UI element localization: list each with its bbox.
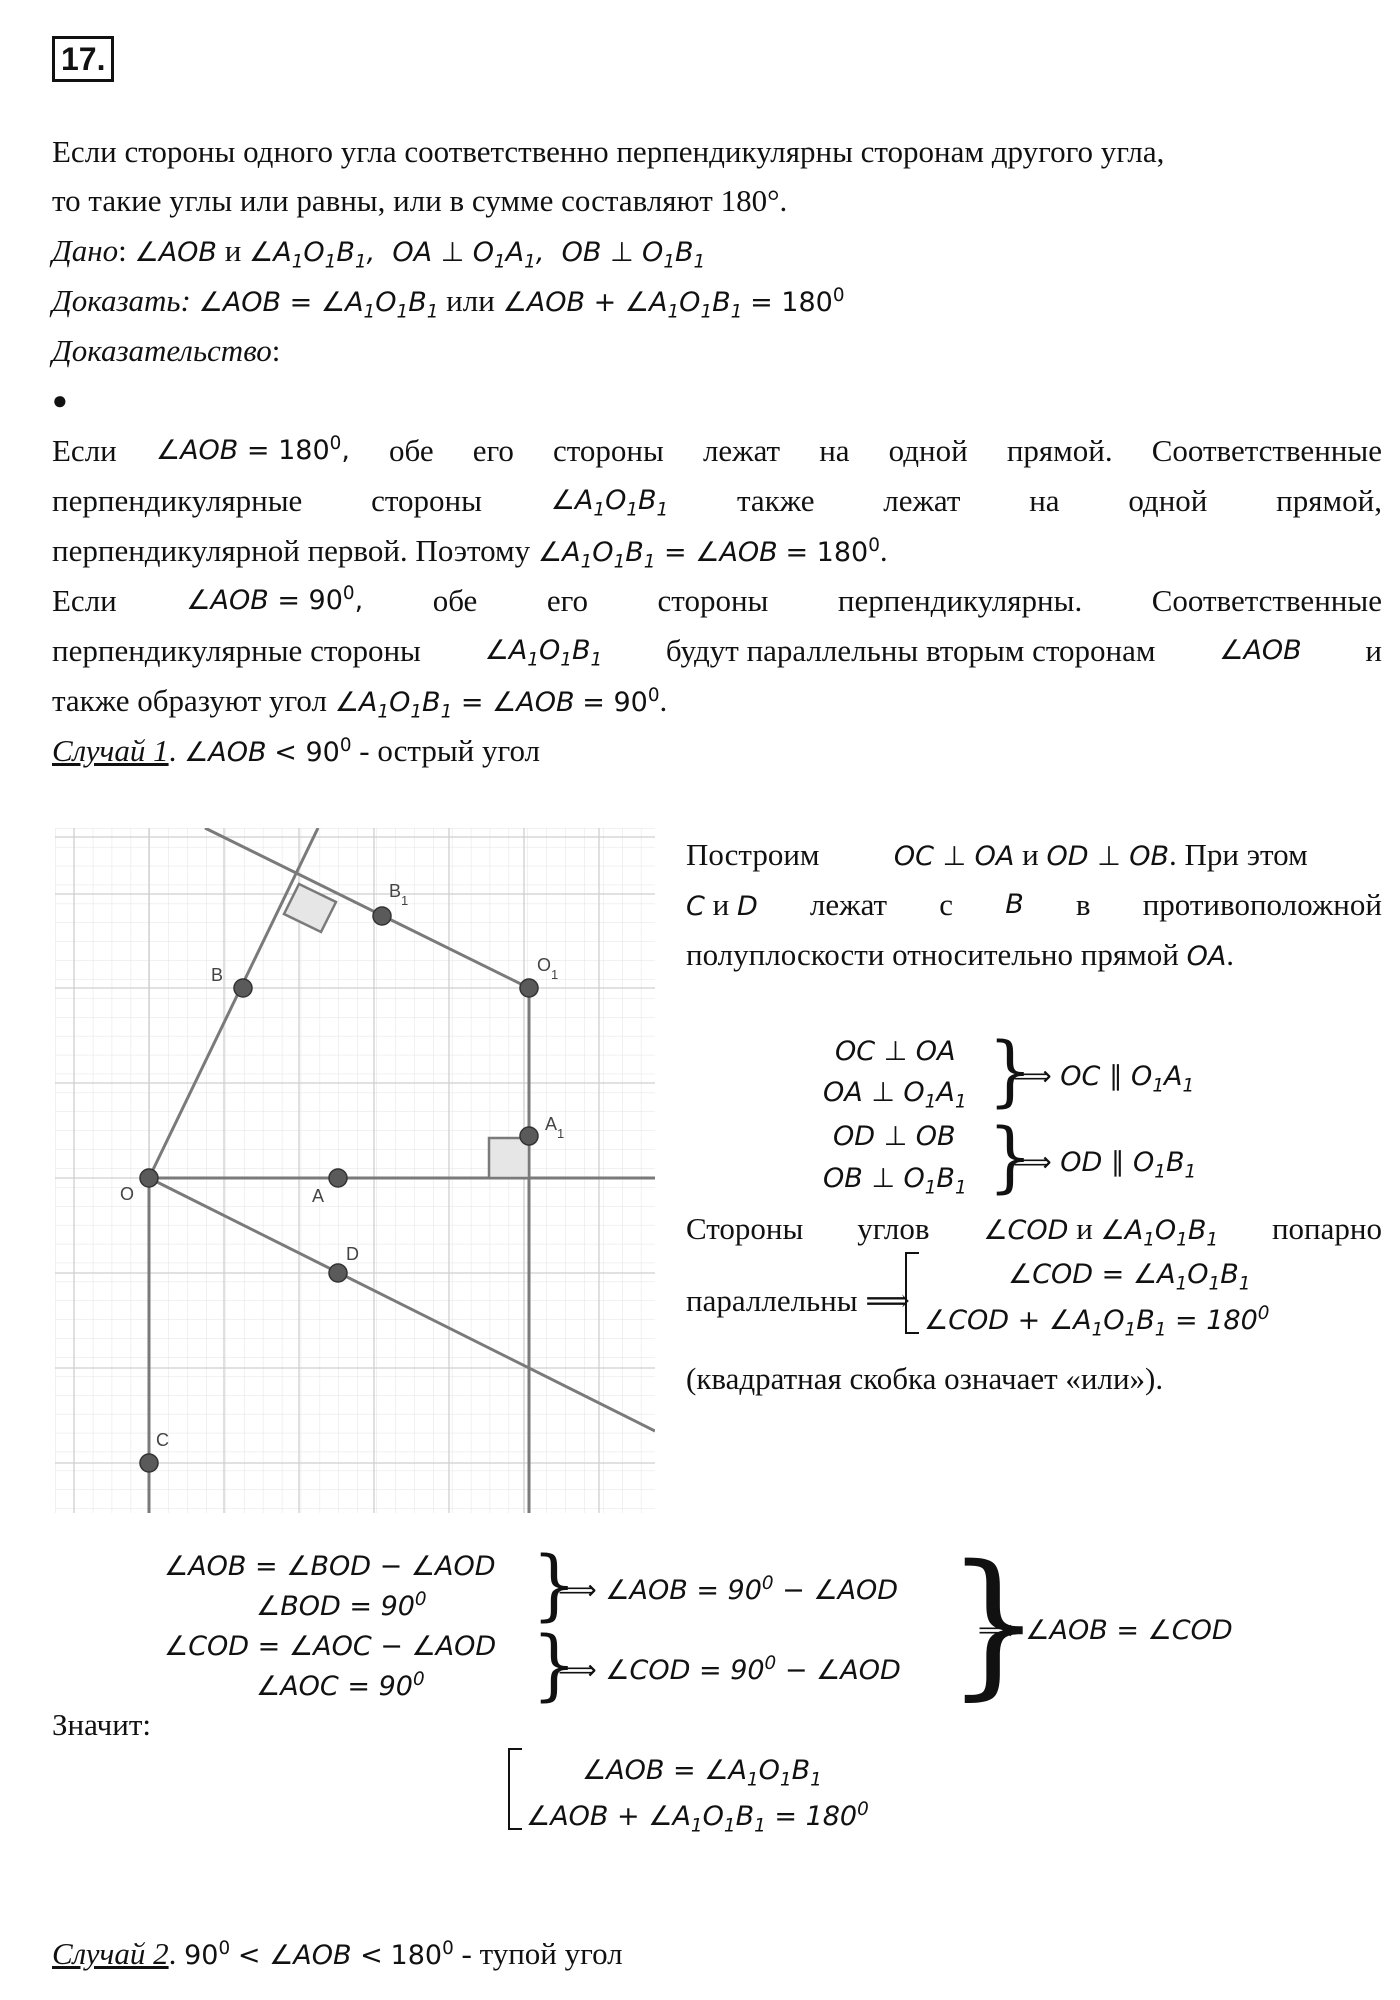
prove-label: Доказать: [52,283,191,318]
deriv-res2: ⟹ ∠COD = $90^0$ − ∠AOD [558,1652,901,1686]
point-o [140,1169,158,1187]
sys2-result: ⟹ OD ∥ $O_1B_1$ [1013,1147,1197,1183]
para2-line-1: Если ∠AOB = $90^0$, обе его стороны перпендикулярны. Соответственные [52,582,1382,618]
construction-line-2: C и D лежат с B в противоположной [686,887,1382,922]
sys1-result: ⟹ OC ∥ $O_1A_1$ [1013,1061,1195,1097]
or-note: (квадратная скобка означает «или»). [686,1361,1164,1396]
label-d: D [346,1244,359,1264]
point-o1 [520,979,538,997]
geometry-figure [55,828,655,1513]
label-b: B [211,965,224,985]
conclusion-eq1: ∠AOB = $\angle A_1O_1B_1$ [582,1755,822,1791]
construction-line-1: Построим OC ⊥ OA и OD ⊥ OB. При этом [686,837,1308,872]
brace-sys1: } [988,1025,1033,1116]
bracket-or-2 [508,1748,522,1830]
label-o: O [120,1184,135,1204]
sys2-row1: OD ⊥ OB [833,1121,956,1152]
pairwise-eq2: ∠COD + $\angle A_1O_1B_1 = 180^0$ [924,1302,1270,1341]
pairwise-line-1: Стороны углов ∠COD и $\angle A_1O_1B_1$ попарно [686,1211,1382,1251]
therefore-label: Значит: [52,1707,151,1742]
bracket-or-1 [905,1252,919,1334]
case2-heading: Случай 2. $90^0$ < ∠AOB < $180^0$ - тупой угол [52,1936,623,1971]
construction-line-3: полуплоскости относительно прямой OA. [686,937,1235,972]
deriv-eq3: ∠COD = ∠AOC − ∠AOD [164,1631,497,1662]
point-c [140,1454,158,1472]
brace-deriv-big: } [946,1532,1042,1716]
case1-heading: Случай 1. ∠AOB < $90^0$ - острый угол [52,733,540,768]
bullet: ● [52,386,68,415]
pairwise-eq1: ∠COD = $\angle A_1O_1B_1$ [1008,1259,1251,1295]
label-a: A [312,1186,325,1206]
deriv-eq2: ∠BOD = $90^0$ [256,1588,427,1622]
point-b [234,979,252,997]
para1-line-2: перпендикулярные стороны $\angle A_1O_1B_1$ также лежат на одной прямой, [52,483,1382,521]
theorem-line-1: Если стороны одного угла соответственно перпендикулярны сторонам другого угла, [52,134,1165,169]
prove-line: Доказать: ∠AOB = $\angle A_1O_1B_1$ или ∠AOB + $\angle A_1O_1B_1 = 180^0$ [52,283,845,323]
deriv-final: ⟹ ∠AOB = ∠COD [978,1615,1233,1646]
theorem-line-2: то такие углы или равны, или в сумме составляют 180°. [52,183,788,218]
conclusion-eq2: ∠AOB + $\angle A_1O_1B_1 = 180^0$ [526,1798,869,1837]
point-d [329,1264,347,1282]
label-a1: $A_1$ [545,1114,565,1141]
label-c: C [156,1430,169,1450]
point-a1 [520,1127,538,1145]
brace-deriv1: } [532,1539,577,1630]
para1-line-1: Если ∠AOB = $180^0$, обе его стороны лежат на одной прямой. Соответственные [52,432,1382,468]
para2-line-3: также образуют угол $\angle A_1O_1B_1$ = ∠AOB = $90^0$. [52,683,668,723]
problem-number: 17. [52,36,114,82]
brace-deriv2: } [532,1619,577,1710]
deriv-res1: ⟹ ∠AOB = $90^0$ − ∠AOD [558,1572,899,1606]
brace-sys2: } [988,1111,1033,1202]
sys1-row2: OA ⊥ $O_1A_1$ [823,1077,967,1113]
given-label: Дано [52,233,119,268]
given-line: Дано: ∠AOB и $\angle A_1O_1B_1$, OA ⊥ $O_1A_1$, OB ⊥ $O_1B_1$ [52,233,706,273]
deriv-eq4: ∠AOC = $90^0$ [256,1668,425,1702]
sys1-row1: OC ⊥ OA [835,1036,956,1067]
label-o1: $O_1$ [537,955,559,982]
para2-line-2: перпендикулярные стороны $\angle A_1O_1B_1$ будут параллельны вторым сторонам ∠AOB и [52,633,1382,671]
deriv-eq1: ∠AOB = ∠BOD − ∠AOD [164,1551,496,1582]
para1-line-3: перпендикулярной первой. Поэтому $\angle A_1O_1B_1$ = ∠AOB = $180^0$. [52,533,888,573]
label-b1: $B_1$ [389,881,409,908]
sys2-row2: OB ⊥ $O_1B_1$ [823,1163,967,1199]
point-a [329,1169,347,1187]
proof-label: Доказательство: [52,333,281,368]
pairwise-line-2: параллельны ⟹ [686,1283,910,1318]
point-b1 [373,907,391,925]
